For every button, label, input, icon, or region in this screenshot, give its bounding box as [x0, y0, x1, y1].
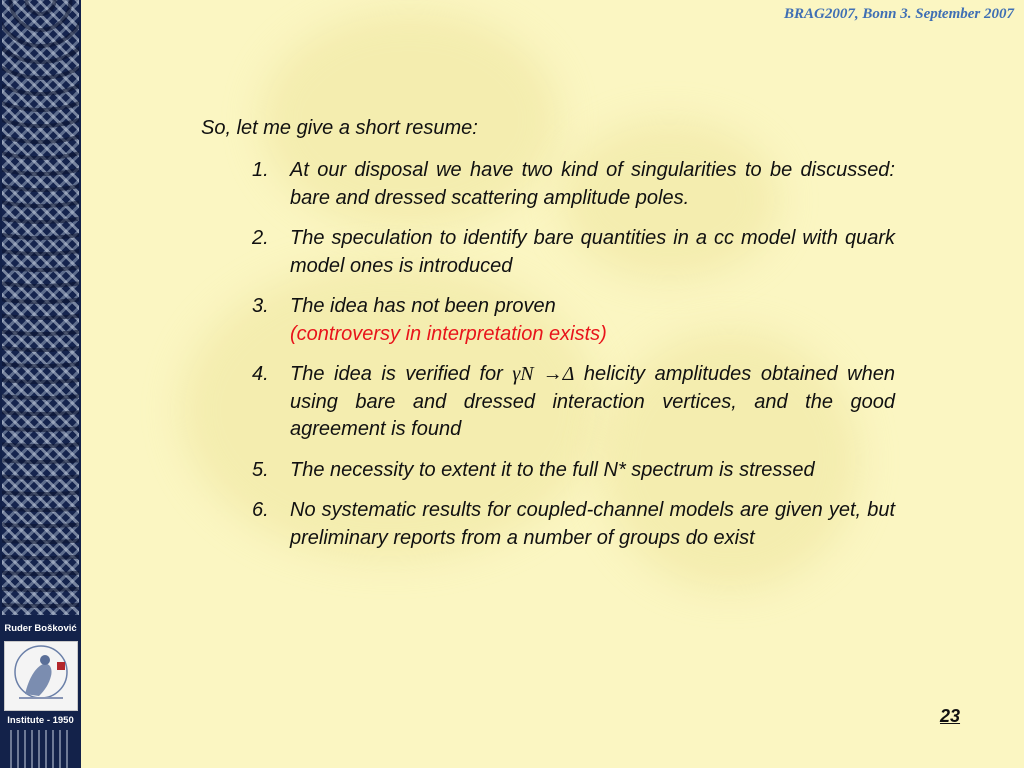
- institute-name: Ruder Bošković: [4, 623, 77, 634]
- braid-shading: [2, 0, 79, 615]
- item-number: 6.: [252, 499, 269, 521]
- list-item: [252, 157, 895, 212]
- logo-figure-icon: [5, 642, 77, 710]
- item-number: 2.: [252, 227, 269, 249]
- item-note: (controversy in interpretation exists): [290, 322, 607, 345]
- item-text: The necessity to extent it to the full N* spectrum is stressed: [290, 458, 815, 481]
- intro-text: So, let me give a short resume:: [201, 117, 478, 139]
- page-number: 23: [940, 706, 961, 726]
- reaction-symbol: γN →Δ: [512, 363, 575, 385]
- item-text: helicity amplitudes obtained when using bare and dressed interaction vertices, and the good agreement is found: [290, 363, 895, 440]
- item-text: No systematic results for coupled-channel models are given yet, but preliminary reports from a number of groups do exist: [290, 499, 895, 549]
- item-text-block: [290, 293, 895, 348]
- conference-header: BRAG2007, Bonn 3. September 2007: [783, 6, 1014, 22]
- item-text: The idea has not been proven: [290, 295, 556, 317]
- institute-logo: [4, 641, 78, 711]
- list-item: [252, 293, 895, 348]
- item-number: 3.: [252, 295, 269, 317]
- item-text: The speculation to identify bare quantities in a cc model with quark model ones is introduced: [290, 227, 895, 277]
- list-item: [252, 225, 895, 280]
- sidebar: [0, 0, 81, 768]
- institute-founding: Institute - 1950: [7, 715, 74, 726]
- summary-list: [252, 157, 895, 565]
- list-item: [252, 457, 895, 485]
- item-number: 1.: [252, 159, 269, 181]
- item-number: 5.: [252, 458, 269, 481]
- item-text-block: [290, 361, 895, 444]
- item-text: At our disposal we have two kind of singularities to be discussed: bare and dressed scattering amplitude poles.: [290, 159, 895, 209]
- list-item: [252, 497, 895, 552]
- item-text: The idea is verified for: [290, 363, 513, 385]
- list-item: [252, 361, 895, 444]
- braid-decoration-bottom: [10, 730, 70, 768]
- item-number: 4.: [252, 363, 269, 385]
